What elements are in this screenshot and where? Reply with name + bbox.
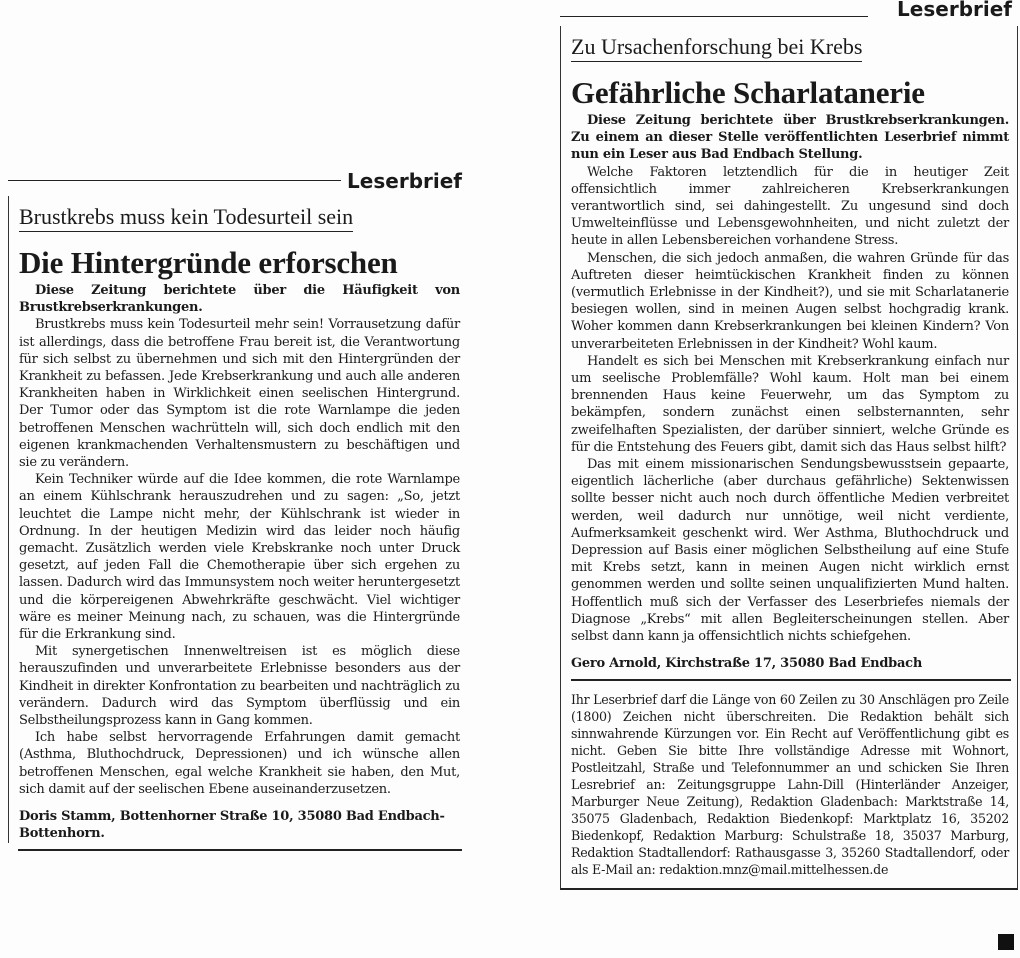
end-rule (18, 849, 462, 851)
submission-info-box (561, 681, 1017, 888)
paragraph: Ich habe selbst hervorragende Erfahrungen damit gemacht (Asthma, Bluthochdruck, Depressionen) und ich wünsche allen betroffenen Menschen, egal welche Krankheit sie haben, den Mut, sich damit auf der seelischen Ebene auseinanderzusetzen. (19, 730, 460, 797)
kicker-row (8, 170, 468, 196)
letter-body (561, 164, 1017, 646)
section-kicker: Leserbrief (891, 0, 1012, 20)
paragraph: Kein Techniker würde auf die Idee kommen, die rote Warnlampe an einem Kühlschrank herauszudrehen und zu sagen: „So, jetzt leuchtet die Lampe nicht mehr, der Kühlschrank ist wieder in Ordnung. In der heutigen Medizin wird das leider noch häufig gemacht. Zusätzlich werden viele Krebskranke noch unter Druck gesetzt, auf jeden Fall die Chemotherapie über sich ergehen zu lassen. Dadurch wird das Immunsystem noch weiter heruntergesetzt und die körpereigenen Abwehrkräfte geschwächt. Viel wichtiger wäre es meiner Meinung nach, zu schauen, was die Hintergründe für die Erkrankung sind. (19, 472, 460, 643)
author-signature: Gero Arnold, Kirchstraße 17, 35080 Bad Endbach (571, 656, 923, 672)
headline: Die Hintergründe erforschen (19, 245, 398, 280)
kicker-rule (8, 180, 353, 181)
letter-right (560, 0, 1018, 890)
letter-frame (560, 26, 1018, 890)
subheadline: Brustkrebs muss kein Todesurteil sein (19, 204, 353, 232)
paragraph: Handelt es sich bei Menschen mit Krebserkrankung einfach nur um seelische Problemfälle? Wohl kaum. Holt man bei einem brennenden Haus keine Feuerwehr, um das Symptom zu bekämpfen, sondern zunächst einen selbsternannten, sehr zweifelhaften Spezialisten, der darüber sinniert, welche Gründe es für die Entstehung des Feuers gibt, damit sich das Haus selbst hilft? (571, 353, 1009, 455)
paragraph: Brustkrebs muss kein Todesurteil mehr sein! Vorrausetzung dafür ist allerdings, dass die betroffene Frau bereit ist, die Verantwortung für sich selbst zu übernehmen und sich mit den Hintergründen der Krankheit zu befassen. Jede Krebserkrankung und auch alle anderen Krankheiten haben in Wirklichkeit einen seelischen Hintergrund. Der Tumor oder das Symptom ist die rote Warnlampe die jeden betroffenen Menschen wachrütteln will, sich doch endlich mit den eigenen krankmachenden Verhaltensmustern zu beschäftigen und sie zu verändern. (19, 317, 460, 471)
author-signature: Doris Stamm, Bottenhorner Straße 10, 35080 Bad Endbach-Bottenhorn. (19, 809, 445, 842)
subheadline: Zu Ursachenforschung bei Krebs (571, 34, 862, 62)
letter-left (8, 170, 468, 851)
letter-frame (8, 196, 468, 843)
end-mark-square (998, 934, 1014, 950)
kicker-row (560, 0, 1018, 26)
paragraph: Mit synergetischen Innenweltreisen ist es möglich diese herauszufinden und unverarbeitete Erlebnisse besonders aus der Kindheit in direkter Konfrontation zu bearbeiten und nachträglich zu verändern. Dadurch wird das Symptom überflüssig und ein Selbstheilungsprozess kann in Gang kommen. (19, 644, 460, 729)
letter-body (9, 316, 468, 798)
kicker-rule (560, 16, 868, 17)
intro-text: Diese Zeitung berichtete über Brustkrebserkrankungen. Zu einem an dieser Stelle veröffentlichten Leserbrief nimmt nun ein Leser aus Bad Endbach Stellung. (571, 113, 1009, 163)
paragraph: Menschen, die sich jedoch anmaßen, die wahren Gründe für das Auftreten dieser heimtückischen Krankheit finden zu können (vermutlich Erlebnisse in der Kindheit?), und sie mit Scharlatanerie besiegen wollen, sind in meinen Augen selbst hochgradig krank. Woher kommen dann Krebserkrankungen bei kleinen Kindern? Von unverarbeiteten Erlebnissen in der Kindheit? Wohl kaum. (571, 250, 1009, 352)
paragraph: Welche Faktoren letztendlich für die in heutiger Zeit offensichtlich immer zahlreicheren Krebserkrankungen verantwortlich sind, sei dahingestellt. Zu ungesund sind doch Umwelteinflüsse und Lebensgewohnheiten, und nicht zuletzt der heute in allen Lebensbereichen vorhandene Stress. (571, 164, 1009, 249)
intro-text: Diese Zeitung berichtete über die Häufigkeit von Brustkrebserkrankungen. (19, 283, 460, 316)
headline: Gefährliche Scharlatanerie (571, 75, 925, 110)
section-kicker: Leserbrief (341, 170, 462, 192)
submission-info-text: Ihr Leserbrief darf die Länge von 60 Zeilen zu 30 Anschlägen pro Zeile (1800) Zeichen nicht überschreiten. Die Redaktion behält sich sinnwahrende Kürzungen vor. Ein Recht auf Veröffentlichung gibt es nicht. Geben Sie bitte Ihre vollständige Adresse mit Wohnort, Postleitzahl, Straße und Telefonnummer an und schicken Sie Ihren Lesrebrief an: Zeitungsgruppe Lahn-Dill (Hinterländer Anzeiger, Marburger Neue Zeitung), Redaktion Gladenbach: Marktstraße 14, 35075 Gladenbach, Redaktion Biedenkopf: Marktplatz 16, 35202 Biedenkopf, Redaktion Marburg: Schulstraße 18, 35037 Marburg, Redaktion Stadtallendorf: Rathausgasse 3, 35260 Stadtallendorf, oder als E-Mail an: redaktion.mnz@mail.mittelhessen.de (571, 691, 1009, 877)
paragraph: Das mit einem missionarischen Sendungsbewusstsein gepaarte, eigentlich lächerliche (aber durchaus gefährliche) Sektenwissen sollte besser nicht auch noch durch öffentliche Medien verbreitet werden, weil dadurch nur unnötige, weil nicht verdiente, Aufmerksamkeit geschenkt wird. Wer Asthma, Bluthochdruck und Depression auf Basis einer möglichen Selbstheilung auf eine Stufe mit Krebs setzt, kann in meinen Augen nicht wirklich ernst genommen werden und sollte seinen unqualifizierten Mund halten. Hoffentlich muß sich der Verfasser des Leserbriefes niemals der Diagnose „Krebs“ mit allen Begleiterscheinungen stellen. Aber selbst dann kann ja offensichtlich nichts schiefgehen. (571, 457, 1009, 645)
